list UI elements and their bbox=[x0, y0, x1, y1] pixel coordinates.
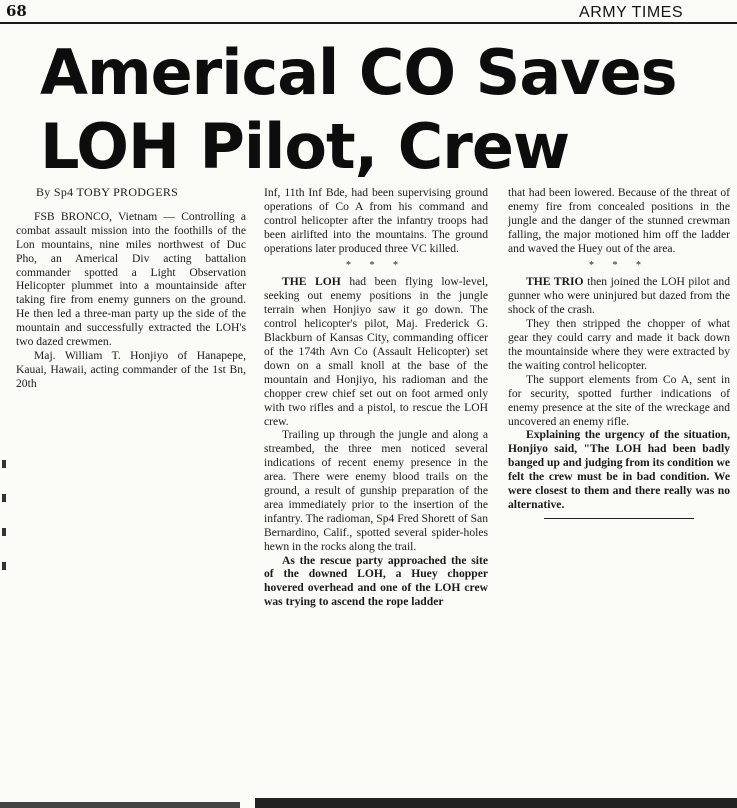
paragraph-text: had been flying low-level, seeking out enemy positions in the jungle terrain when Honjiyo saw it go down. The control helicopter's pilot, Maj. Frederick G. Blackburn of Kansas City, commanding officer of the 174th Avn Co (Assault Helicopter) set down on a small knoll at the base of the mountain and Honjiyo, his radioman and the chopper crew chief set out on foot armed only with two rifles and a pistol, to rescue the LOH crew. bbox=[264, 275, 489, 428]
paragraph bbox=[508, 275, 730, 317]
paragraph-text: then joined the LOH pilot and gunner who were uninjured but dazed from the shock of the crash. bbox=[508, 275, 730, 317]
paragraph: Trailing up through the jungle and along a streambed, the three men noticed several indications of recent enemy presence in the area. There were enemy blood trails on the ground, a result of gunship preparation of the area immediately prior to the insertion of the infantry. The radioman, Sp4 Fred Shorett of San Bernardino, Calif., spotted several spider-holes hewn in the rocks along the trail. bbox=[264, 428, 488, 553]
lead-in: THE TRIO bbox=[526, 275, 584, 289]
lead-in: THE LOH bbox=[282, 275, 341, 289]
headline-line-2: LOH Pilot, Crew bbox=[40, 110, 570, 183]
section-separator: * * * bbox=[589, 259, 649, 271]
article-column-1 bbox=[16, 186, 246, 391]
paragraph: that had been lowered. Because of the threat of enemy fire from concealed positions in the jungle and the danger of the stunned crewman falling, the major motioned him off the ladder and waved the Huey out of the area. bbox=[508, 186, 730, 255]
section-separator: * * * bbox=[346, 259, 406, 271]
headline-line-1: Americal CO Saves bbox=[40, 36, 677, 109]
paragraph: FSB BRONCO, Vietnam — Controlling a combat assault mission into the foothills of the Lon mountains, nine miles northwest of Duc Pho, an Americal Div acting battalion commander spotted a Light Observation Helicopter plummet into a mountainside after taking fire from enemy gunners on the ground. He then led a three-man party up the side of the mountain and successfully extracted the LOH's two dazed crewmen. bbox=[16, 209, 246, 349]
article-column-3 bbox=[508, 186, 730, 519]
masthead: ARMY TIMES bbox=[579, 4, 683, 21]
paragraph: As the rescue party approached the site of the downed LOH, a Huey chopper hovered overhead and one of the LOH crew was trying to ascend the rope ladder bbox=[264, 553, 488, 609]
margin-marks bbox=[2, 460, 12, 620]
top-rule bbox=[0, 22, 737, 24]
page-number: 68 bbox=[6, 2, 27, 20]
paragraph: Inf, 11th Inf Bde, had been supervising ground operations of Co A from his command and control helicopter after the infantry troops had been airlifted into the mountains. The ground operations later produced three VC killed. bbox=[264, 186, 488, 255]
headline bbox=[40, 36, 720, 184]
byline: By Sp4 TOBY PRODGERS bbox=[36, 185, 179, 199]
paragraph bbox=[264, 275, 488, 428]
end-rule bbox=[544, 518, 694, 519]
paragraph: Explaining the urgency of the situation, Honjiyo said, "The LOH had been badly banged up and judging from its condition we felt the crew must be in bad condition. We were closest to them and there really was no alternative. bbox=[508, 428, 730, 511]
paragraph: They then stripped the chopper of what gear they could carry and made it back down the mountainside where they were extracted by the waiting control helicopter. bbox=[508, 317, 730, 372]
bottom-bar-left bbox=[0, 802, 240, 808]
article-column-2 bbox=[264, 186, 488, 609]
bottom-bar bbox=[255, 798, 737, 808]
paragraph: Maj. William T. Honjiyo of Hanapepe, Kauai, Hawaii, acting commander of the 1st Bn, 20th bbox=[16, 348, 246, 390]
paragraph: The support elements from Co A, sent in for security, spotted further indications of enemy presence at the site of the wreckage and uncovered an enemy rifle. bbox=[508, 372, 730, 428]
